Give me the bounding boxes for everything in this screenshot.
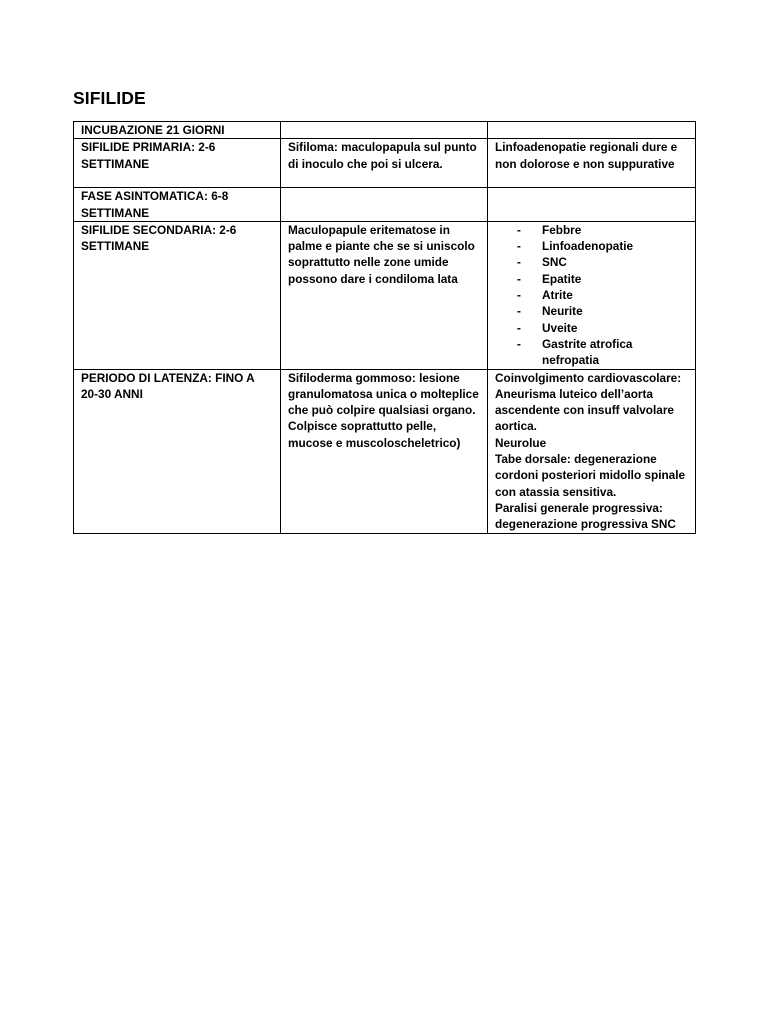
dash-marker: - xyxy=(517,336,521,351)
dash-marker: - xyxy=(517,271,521,286)
description-cell xyxy=(281,188,488,222)
list-item xyxy=(495,238,689,254)
list-item-text: Linfoadenopatie xyxy=(542,239,634,254)
notes-cell xyxy=(488,221,696,369)
dash-marker: - xyxy=(517,255,521,270)
stage-cell: PERIODO DI LATENZA: FINO A 20-30 ANNI xyxy=(74,369,281,533)
table-row-incubation xyxy=(74,122,696,139)
stage-cell: INCUBAZIONE 21 GIORNI xyxy=(74,122,281,139)
list-item-text: Atrite xyxy=(542,288,573,303)
list-item xyxy=(495,287,689,303)
notes-line: Tabe dorsale: degenerazione cordoni posteriori midollo spinale con atassia sensitiva. xyxy=(495,452,686,499)
list-item xyxy=(495,303,689,319)
dash-marker: - xyxy=(517,320,521,335)
list-item-text: Febbre xyxy=(542,222,582,237)
table-row-primary xyxy=(74,139,696,188)
dash-marker: - xyxy=(517,288,521,303)
dash-marker: - xyxy=(517,304,521,319)
list-item-text: SNC xyxy=(542,255,567,270)
stage-cell: SIFILIDE PRIMARIA: 2-6 SETTIMANE xyxy=(74,139,281,188)
list-item-text: Gastrite atrofica nefropatia xyxy=(542,336,633,368)
table-row-secondary xyxy=(74,221,696,369)
stage-cell: SIFILIDE SECONDARIA: 2-6 SETTIMANE xyxy=(74,221,281,369)
stage-cell: FASE ASINTOMATICA: 6-8 SETTIMANE xyxy=(74,188,281,222)
list-item xyxy=(495,320,689,336)
description-cell: Maculopapule eritematose in palme e piante che se si uniscolo soprattutto nelle zone umide possono dare i condiloma lata xyxy=(281,221,488,369)
list-item-text: Epatite xyxy=(542,271,582,286)
dash-marker: - xyxy=(517,222,521,237)
list-item-text: Neurite xyxy=(542,304,583,319)
list-item xyxy=(495,271,689,287)
list-item xyxy=(495,336,689,369)
notes-cell: Linfoadenopatie regionali dure e non dolorose e non suppurative xyxy=(488,139,696,188)
list-item-text: Uveite xyxy=(542,320,578,335)
table-row-latency xyxy=(74,369,696,533)
list-item xyxy=(495,254,689,270)
description-cell xyxy=(281,122,488,139)
description-cell: Sifiloma: maculopapula sul punto di inoculo che poi si ulcera. xyxy=(281,139,488,188)
notes-line: Neurolue xyxy=(495,435,547,450)
table-row-asymptomatic xyxy=(74,188,696,222)
dash-marker: - xyxy=(517,239,521,254)
notes-cell xyxy=(488,369,696,533)
notes-line: Coinvolgimento cardiovascolare: xyxy=(495,370,682,385)
syphilis-stages-table xyxy=(73,121,696,534)
symptom-list xyxy=(495,222,689,369)
notes-line: Paralisi generale progressiva: degenerazione progressiva SNC xyxy=(495,500,676,532)
notes-cell xyxy=(488,122,696,139)
description-cell: Sifiloderma gommoso: lesione granulomatosa unica o molteplice che può colpire qualsiasi organo. Colpisce soprattutto pelle, mucose e muscoloscheletrico) xyxy=(281,369,488,533)
notes-line: Aneurisma luteico dell’aorta ascendente con insuff valvolare aortica. xyxy=(495,386,674,434)
list-item xyxy=(495,222,689,238)
notes-cell xyxy=(488,188,696,222)
document-title: SIFILIDE xyxy=(73,88,146,108)
